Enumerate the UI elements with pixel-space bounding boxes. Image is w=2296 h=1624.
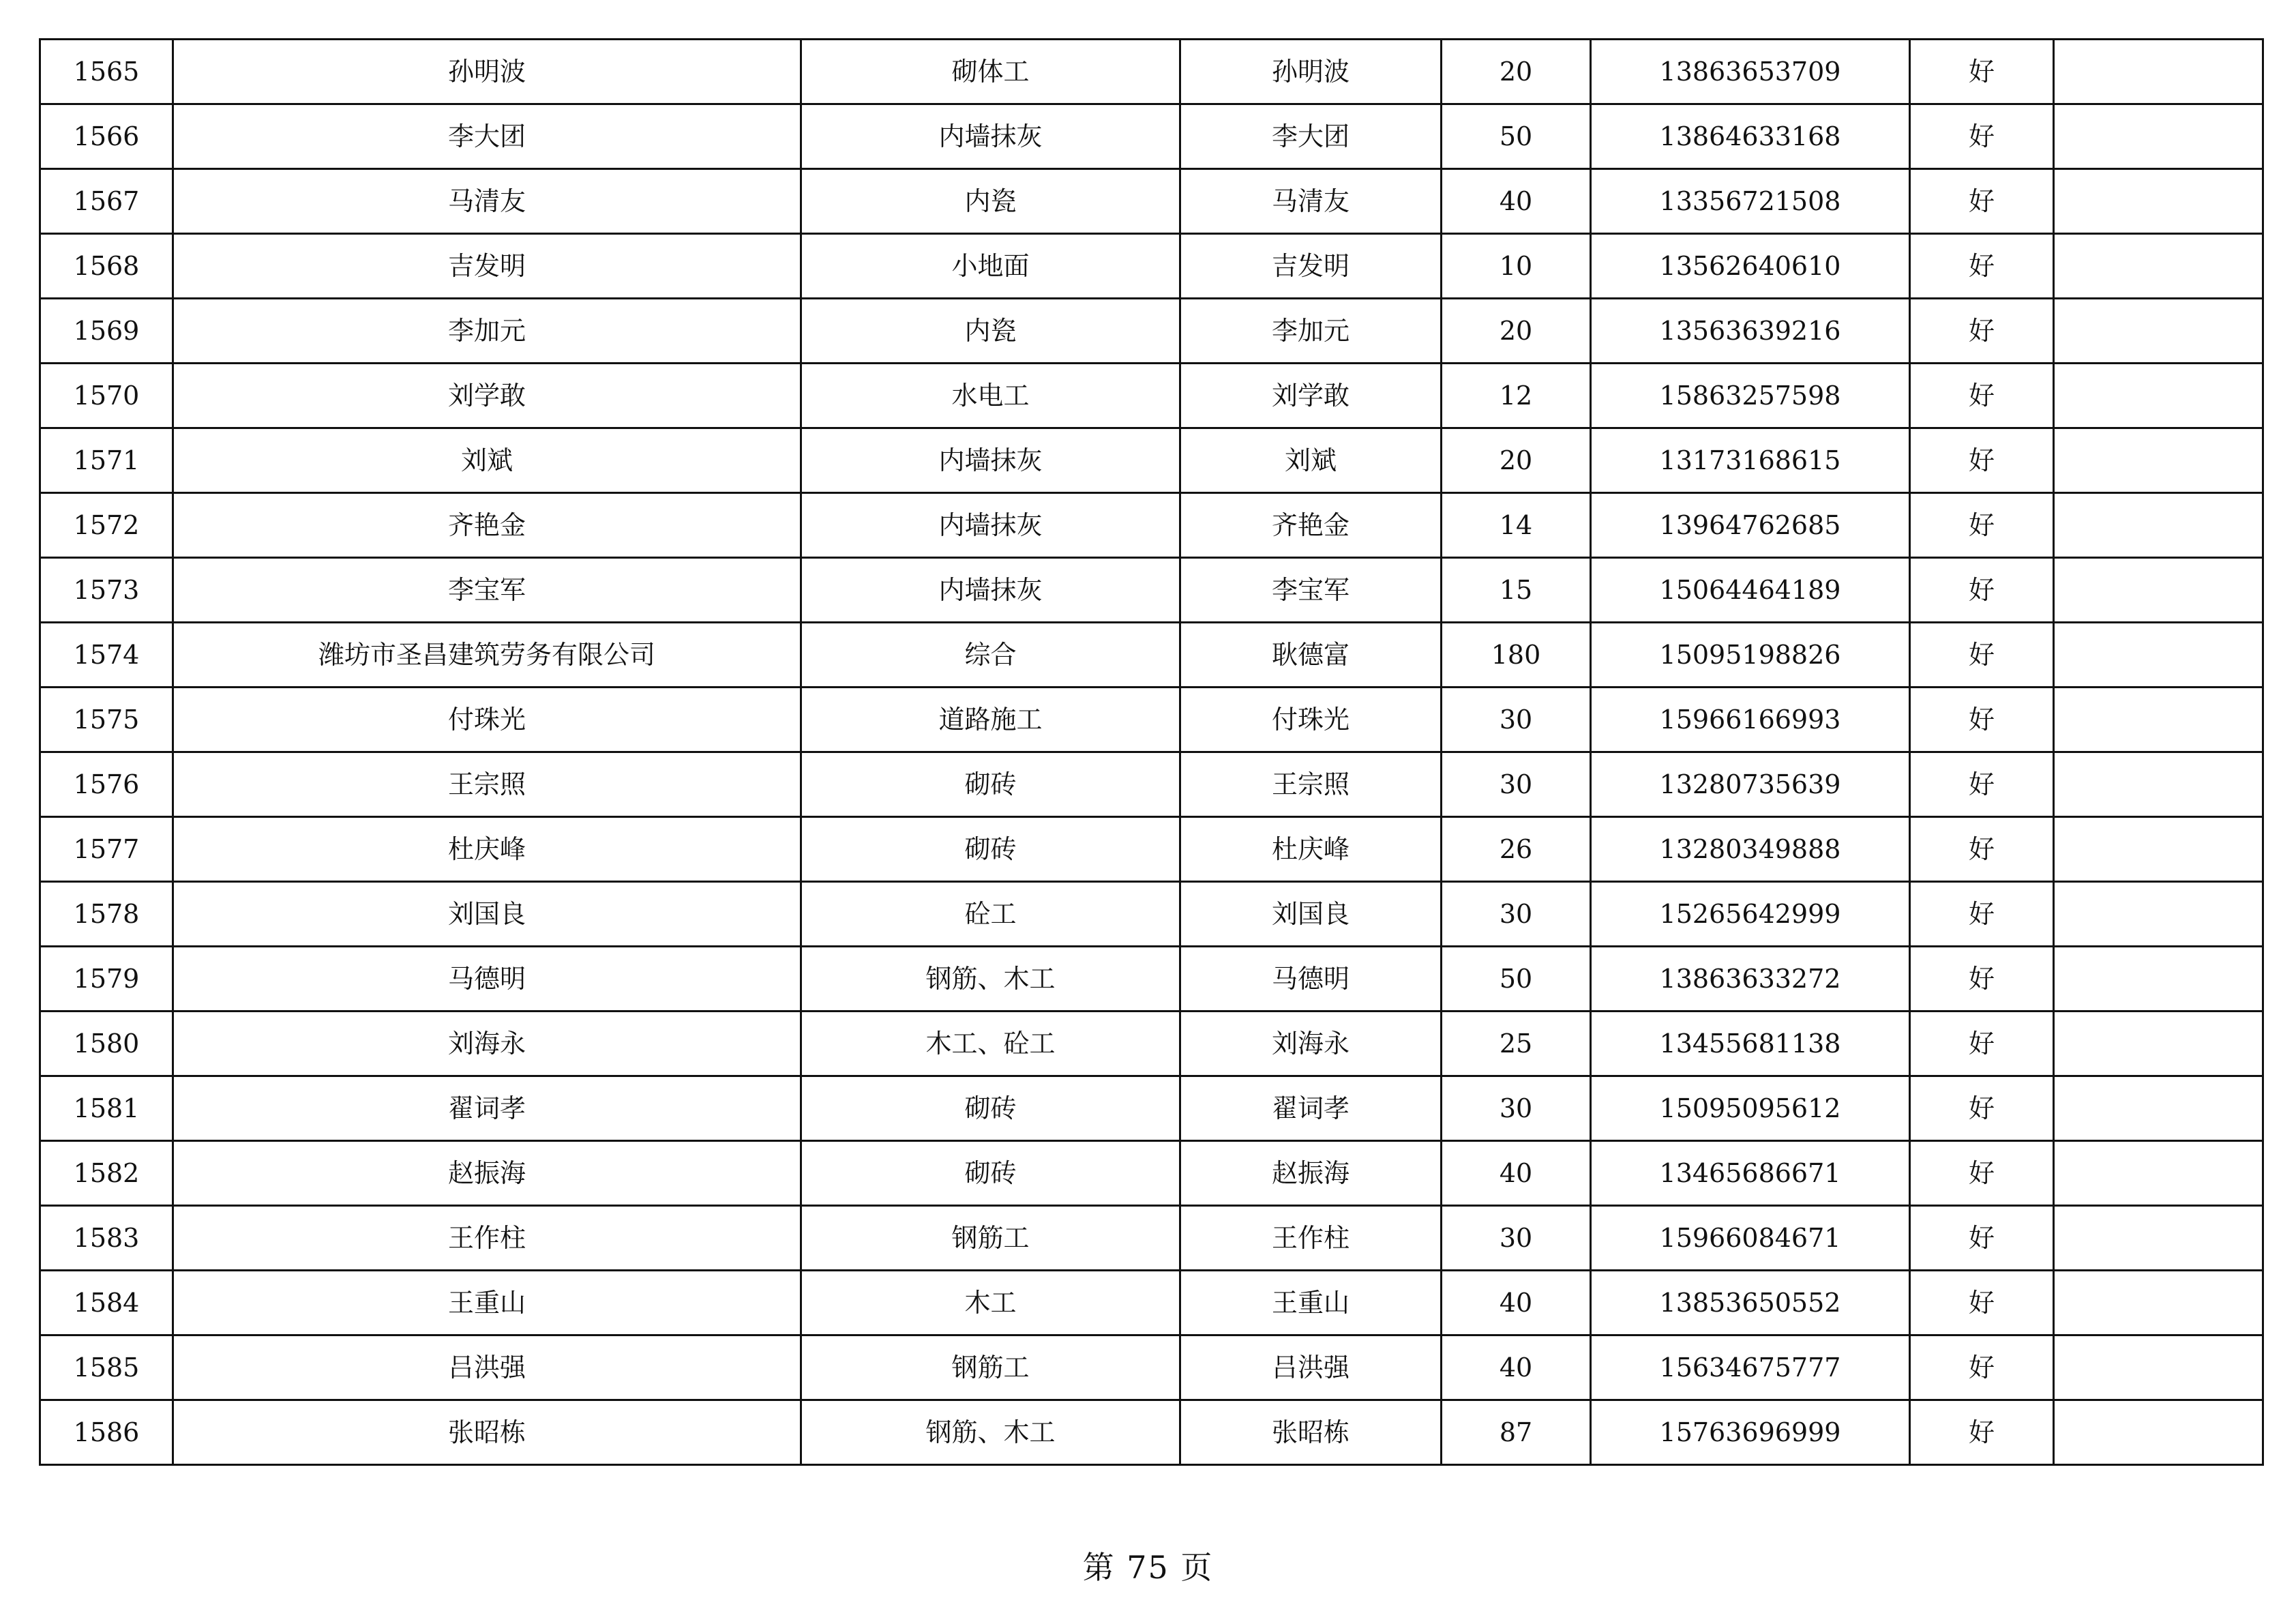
trade-cell: 钢筋工 bbox=[801, 1335, 1180, 1400]
phone-cell: 13356721508 bbox=[1591, 169, 1910, 234]
seq-number-cell: 1565 bbox=[40, 40, 173, 104]
worker-count-cell: 30 bbox=[1442, 1076, 1591, 1141]
rating-cell: 好 bbox=[1910, 1076, 2054, 1141]
rating-cell: 好 bbox=[1910, 428, 2054, 493]
rating-cell: 好 bbox=[1910, 169, 2054, 234]
table-row bbox=[40, 882, 2263, 947]
company-name-cell: 吉发明 bbox=[173, 234, 801, 299]
contact-person-cell: 刘学敢 bbox=[1180, 364, 1442, 428]
phone-cell: 13280349888 bbox=[1591, 817, 1910, 882]
company-name-cell: 刘斌 bbox=[173, 428, 801, 493]
trade-cell: 内墙抹灰 bbox=[801, 493, 1180, 558]
phone-cell: 15265642999 bbox=[1591, 882, 1910, 947]
remark-cell bbox=[2054, 1335, 2263, 1400]
worker-count-cell: 20 bbox=[1442, 428, 1591, 493]
contact-person-cell: 王作柱 bbox=[1180, 1206, 1442, 1271]
worker-count-cell: 20 bbox=[1442, 299, 1591, 364]
rating-cell: 好 bbox=[1910, 364, 2054, 428]
remark-cell bbox=[2054, 817, 2263, 882]
rating-cell: 好 bbox=[1910, 752, 2054, 817]
worker-count-cell: 40 bbox=[1442, 169, 1591, 234]
rating-cell: 好 bbox=[1910, 1271, 2054, 1335]
roster-table bbox=[39, 38, 2264, 1466]
table-row bbox=[40, 299, 2263, 364]
page-number: 第 75 页 bbox=[1082, 1549, 1214, 1586]
remark-cell bbox=[2054, 104, 2263, 169]
phone-cell: 13465686671 bbox=[1591, 1141, 1910, 1206]
trade-cell: 内瓷 bbox=[801, 169, 1180, 234]
contact-person-cell: 吉发明 bbox=[1180, 234, 1442, 299]
company-name-cell: 李加元 bbox=[173, 299, 801, 364]
table-row bbox=[40, 1012, 2263, 1076]
company-name-cell: 马德明 bbox=[173, 947, 801, 1012]
rating-cell: 好 bbox=[1910, 299, 2054, 364]
remark-cell bbox=[2054, 40, 2263, 104]
remark-cell bbox=[2054, 752, 2263, 817]
company-name-cell: 王作柱 bbox=[173, 1206, 801, 1271]
company-name-cell: 张昭栋 bbox=[173, 1400, 801, 1465]
worker-count-cell: 25 bbox=[1442, 1012, 1591, 1076]
worker-count-cell: 180 bbox=[1442, 623, 1591, 688]
company-name-cell: 李大团 bbox=[173, 104, 801, 169]
table-row bbox=[40, 817, 2263, 882]
trade-cell: 钢筋、木工 bbox=[801, 947, 1180, 1012]
trade-cell: 小地面 bbox=[801, 234, 1180, 299]
company-name-cell: 王重山 bbox=[173, 1271, 801, 1335]
worker-count-cell: 40 bbox=[1442, 1335, 1591, 1400]
table-row bbox=[40, 428, 2263, 493]
phone-cell: 13863633272 bbox=[1591, 947, 1910, 1012]
seq-number-cell: 1572 bbox=[40, 493, 173, 558]
company-name-cell: 孙明波 bbox=[173, 40, 801, 104]
phone-cell: 13864633168 bbox=[1591, 104, 1910, 169]
phone-cell: 15863257598 bbox=[1591, 364, 1910, 428]
contact-person-cell: 马德明 bbox=[1180, 947, 1442, 1012]
seq-number-cell: 1576 bbox=[40, 752, 173, 817]
worker-count-cell: 50 bbox=[1442, 104, 1591, 169]
trade-cell: 砌体工 bbox=[801, 40, 1180, 104]
worker-count-cell: 40 bbox=[1442, 1141, 1591, 1206]
remark-cell bbox=[2054, 947, 2263, 1012]
contact-person-cell: 刘海永 bbox=[1180, 1012, 1442, 1076]
phone-cell: 15966084671 bbox=[1591, 1206, 1910, 1271]
table-row bbox=[40, 1400, 2263, 1465]
table-row bbox=[40, 234, 2263, 299]
table-row bbox=[40, 364, 2263, 428]
contact-person-cell: 齐艳金 bbox=[1180, 493, 1442, 558]
remark-cell bbox=[2054, 169, 2263, 234]
rating-cell: 好 bbox=[1910, 1206, 2054, 1271]
rating-cell: 好 bbox=[1910, 493, 2054, 558]
seq-number-cell: 1583 bbox=[40, 1206, 173, 1271]
seq-number-cell: 1569 bbox=[40, 299, 173, 364]
company-name-cell: 赵振海 bbox=[173, 1141, 801, 1206]
remark-cell bbox=[2054, 1076, 2263, 1141]
seq-number-cell: 1582 bbox=[40, 1141, 173, 1206]
phone-cell: 13563639216 bbox=[1591, 299, 1910, 364]
seq-number-cell: 1567 bbox=[40, 169, 173, 234]
contact-person-cell: 王宗照 bbox=[1180, 752, 1442, 817]
trade-cell: 内墙抹灰 bbox=[801, 428, 1180, 493]
table-row bbox=[40, 688, 2263, 752]
worker-count-cell: 40 bbox=[1442, 1271, 1591, 1335]
trade-cell: 砌砖 bbox=[801, 817, 1180, 882]
contact-person-cell: 杜庆峰 bbox=[1180, 817, 1442, 882]
table-row bbox=[40, 169, 2263, 234]
phone-cell: 13562640610 bbox=[1591, 234, 1910, 299]
remark-cell bbox=[2054, 1400, 2263, 1465]
phone-cell: 15966166993 bbox=[1591, 688, 1910, 752]
seq-number-cell: 1574 bbox=[40, 623, 173, 688]
worker-count-cell: 12 bbox=[1442, 364, 1591, 428]
seq-number-cell: 1581 bbox=[40, 1076, 173, 1141]
table-row bbox=[40, 1206, 2263, 1271]
worker-count-cell: 30 bbox=[1442, 1206, 1591, 1271]
trade-cell: 内瓷 bbox=[801, 299, 1180, 364]
trade-cell: 水电工 bbox=[801, 364, 1180, 428]
worker-count-cell: 26 bbox=[1442, 817, 1591, 882]
seq-number-cell: 1584 bbox=[40, 1271, 173, 1335]
rating-cell: 好 bbox=[1910, 947, 2054, 1012]
table-body bbox=[40, 40, 2263, 1465]
table-row bbox=[40, 104, 2263, 169]
company-name-cell: 刘国良 bbox=[173, 882, 801, 947]
contact-person-cell: 赵振海 bbox=[1180, 1141, 1442, 1206]
seq-number-cell: 1573 bbox=[40, 558, 173, 623]
trade-cell: 砌砖 bbox=[801, 752, 1180, 817]
rating-cell: 好 bbox=[1910, 234, 2054, 299]
table-row bbox=[40, 40, 2263, 104]
trade-cell: 砼工 bbox=[801, 882, 1180, 947]
phone-cell: 15095198826 bbox=[1591, 623, 1910, 688]
worker-count-cell: 30 bbox=[1442, 882, 1591, 947]
company-name-cell: 吕洪强 bbox=[173, 1335, 801, 1400]
seq-number-cell: 1566 bbox=[40, 104, 173, 169]
worker-count-cell: 10 bbox=[1442, 234, 1591, 299]
table-row bbox=[40, 558, 2263, 623]
seq-number-cell: 1578 bbox=[40, 882, 173, 947]
table-row bbox=[40, 1271, 2263, 1335]
remark-cell bbox=[2054, 364, 2263, 428]
contact-person-cell: 耿德富 bbox=[1180, 623, 1442, 688]
contact-person-cell: 李宝军 bbox=[1180, 558, 1442, 623]
seq-number-cell: 1580 bbox=[40, 1012, 173, 1076]
worker-count-cell: 50 bbox=[1442, 947, 1591, 1012]
company-name-cell: 王宗照 bbox=[173, 752, 801, 817]
remark-cell bbox=[2054, 299, 2263, 364]
worker-count-cell: 20 bbox=[1442, 40, 1591, 104]
seq-number-cell: 1579 bbox=[40, 947, 173, 1012]
trade-cell: 内墙抹灰 bbox=[801, 104, 1180, 169]
trade-cell: 道路施工 bbox=[801, 688, 1180, 752]
trade-cell: 钢筋工 bbox=[801, 1206, 1180, 1271]
remark-cell bbox=[2054, 493, 2263, 558]
remark-cell bbox=[2054, 688, 2263, 752]
table-row bbox=[40, 1335, 2263, 1400]
company-name-cell: 刘学敢 bbox=[173, 364, 801, 428]
worker-count-cell: 87 bbox=[1442, 1400, 1591, 1465]
remark-cell bbox=[2054, 1141, 2263, 1206]
company-name-cell: 杜庆峰 bbox=[173, 817, 801, 882]
seq-number-cell: 1575 bbox=[40, 688, 173, 752]
rating-cell: 好 bbox=[1910, 688, 2054, 752]
trade-cell: 钢筋、木工 bbox=[801, 1400, 1180, 1465]
contact-person-cell: 刘国良 bbox=[1180, 882, 1442, 947]
table-row bbox=[40, 1141, 2263, 1206]
trade-cell: 综合 bbox=[801, 623, 1180, 688]
phone-cell: 13173168615 bbox=[1591, 428, 1910, 493]
table-row bbox=[40, 1076, 2263, 1141]
table-row bbox=[40, 947, 2263, 1012]
phone-cell: 13964762685 bbox=[1591, 493, 1910, 558]
phone-cell: 13863653709 bbox=[1591, 40, 1910, 104]
trade-cell: 木工 bbox=[801, 1271, 1180, 1335]
rating-cell: 好 bbox=[1910, 1012, 2054, 1076]
company-name-cell: 潍坊市圣昌建筑劳务有限公司 bbox=[173, 623, 801, 688]
remark-cell bbox=[2054, 1271, 2263, 1335]
seq-number-cell: 1568 bbox=[40, 234, 173, 299]
phone-cell: 15095095612 bbox=[1591, 1076, 1910, 1141]
remark-cell bbox=[2054, 623, 2263, 688]
table-row bbox=[40, 623, 2263, 688]
rating-cell: 好 bbox=[1910, 104, 2054, 169]
phone-cell: 13280735639 bbox=[1591, 752, 1910, 817]
seq-number-cell: 1585 bbox=[40, 1335, 173, 1400]
rating-cell: 好 bbox=[1910, 1335, 2054, 1400]
rating-cell: 好 bbox=[1910, 623, 2054, 688]
contact-person-cell: 翟词孝 bbox=[1180, 1076, 1442, 1141]
trade-cell: 木工、砼工 bbox=[801, 1012, 1180, 1076]
contact-person-cell: 付珠光 bbox=[1180, 688, 1442, 752]
worker-count-cell: 30 bbox=[1442, 752, 1591, 817]
worker-count-cell: 30 bbox=[1442, 688, 1591, 752]
remark-cell bbox=[2054, 882, 2263, 947]
company-name-cell: 齐艳金 bbox=[173, 493, 801, 558]
remark-cell bbox=[2054, 1206, 2263, 1271]
rating-cell: 好 bbox=[1910, 558, 2054, 623]
worker-count-cell: 14 bbox=[1442, 493, 1591, 558]
phone-cell: 13455681138 bbox=[1591, 1012, 1910, 1076]
seq-number-cell: 1571 bbox=[40, 428, 173, 493]
contact-person-cell: 吕洪强 bbox=[1180, 1335, 1442, 1400]
contact-person-cell: 李加元 bbox=[1180, 299, 1442, 364]
rating-cell: 好 bbox=[1910, 1400, 2054, 1465]
phone-cell: 15634675777 bbox=[1591, 1335, 1910, 1400]
contact-person-cell: 孙明波 bbox=[1180, 40, 1442, 104]
contact-person-cell: 王重山 bbox=[1180, 1271, 1442, 1335]
phone-cell: 13853650552 bbox=[1591, 1271, 1910, 1335]
rating-cell: 好 bbox=[1910, 882, 2054, 947]
remark-cell bbox=[2054, 428, 2263, 493]
trade-cell: 内墙抹灰 bbox=[801, 558, 1180, 623]
rating-cell: 好 bbox=[1910, 817, 2054, 882]
contact-person-cell: 刘斌 bbox=[1180, 428, 1442, 493]
rating-cell: 好 bbox=[1910, 1141, 2054, 1206]
phone-cell: 15763696999 bbox=[1591, 1400, 1910, 1465]
table-row bbox=[40, 752, 2263, 817]
seq-number-cell: 1570 bbox=[40, 364, 173, 428]
remark-cell bbox=[2054, 558, 2263, 623]
remark-cell bbox=[2054, 1012, 2263, 1076]
seq-number-cell: 1577 bbox=[40, 817, 173, 882]
company-name-cell: 翟词孝 bbox=[173, 1076, 801, 1141]
trade-cell: 砌砖 bbox=[801, 1141, 1180, 1206]
trade-cell: 砌砖 bbox=[801, 1076, 1180, 1141]
remark-cell bbox=[2054, 234, 2263, 299]
worker-count-cell: 15 bbox=[1442, 558, 1591, 623]
contact-person-cell: 李大团 bbox=[1180, 104, 1442, 169]
rating-cell: 好 bbox=[1910, 40, 2054, 104]
phone-cell: 15064464189 bbox=[1591, 558, 1910, 623]
company-name-cell: 李宝军 bbox=[173, 558, 801, 623]
contact-person-cell: 张昭栋 bbox=[1180, 1400, 1442, 1465]
contact-person-cell: 马清友 bbox=[1180, 169, 1442, 234]
company-name-cell: 付珠光 bbox=[173, 688, 801, 752]
company-name-cell: 马清友 bbox=[173, 169, 801, 234]
company-name-cell: 刘海永 bbox=[173, 1012, 801, 1076]
seq-number-cell: 1586 bbox=[40, 1400, 173, 1465]
table-row bbox=[40, 493, 2263, 558]
